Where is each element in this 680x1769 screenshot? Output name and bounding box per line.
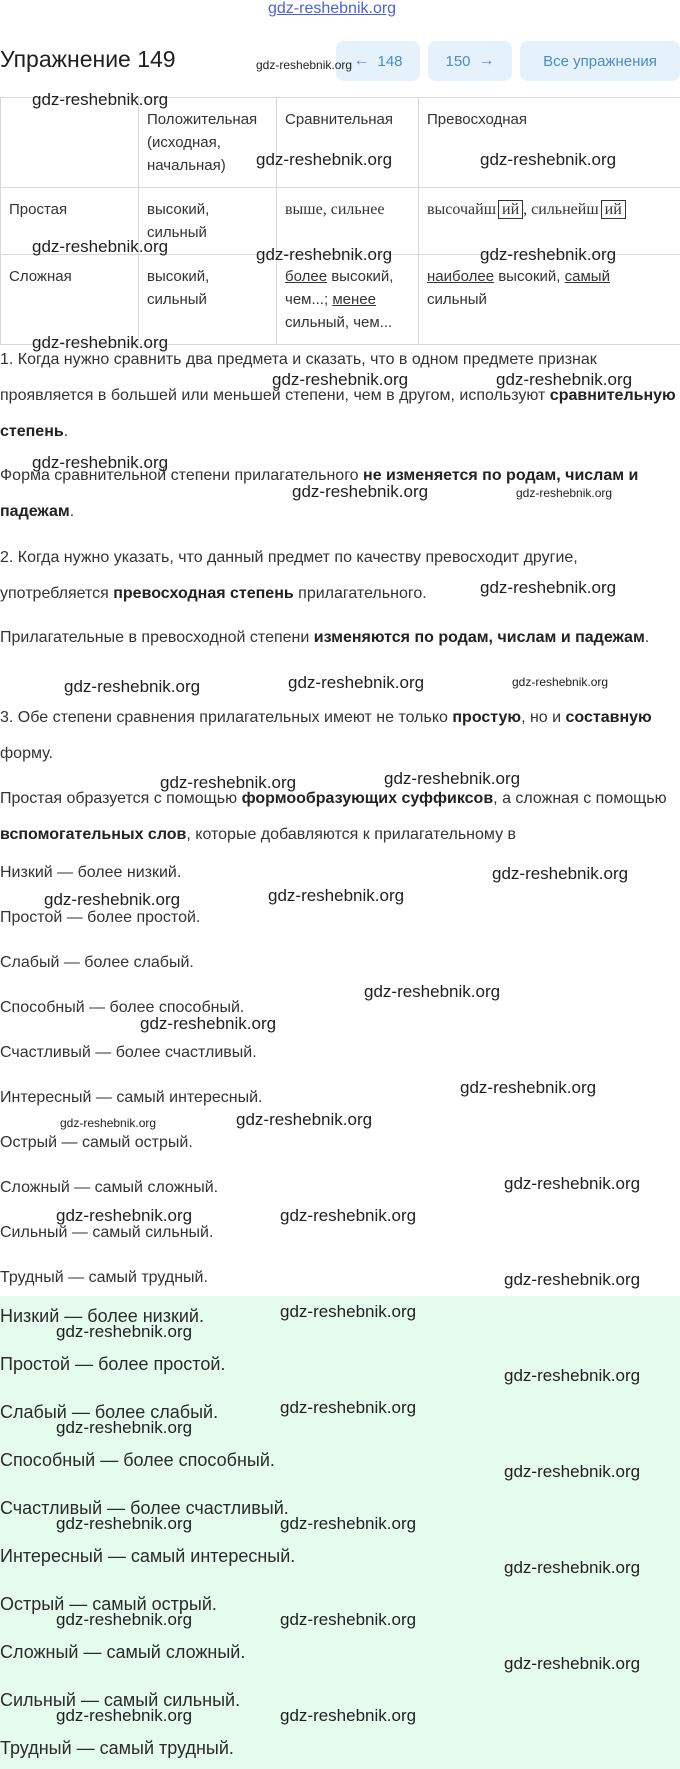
watermark: gdz-reshebnik.org bbox=[44, 890, 181, 909]
answer-item: Острый — самый острый. bbox=[0, 1594, 217, 1614]
positive-cell: высокий, сильный bbox=[139, 255, 277, 345]
watermark: gdz-reshebnik.org bbox=[504, 1558, 641, 1577]
watermark: gdz-reshebnik.org bbox=[504, 1366, 641, 1385]
table-header-row bbox=[1, 98, 680, 188]
answer-item: Сложный — самый сложный. bbox=[0, 1642, 246, 1662]
watermark: gdz-reshebnik.org bbox=[504, 1654, 641, 1673]
watermark: gdz-reshebnik.org bbox=[512, 675, 609, 689]
answer-item: Сильный — самый сильный. bbox=[0, 1690, 241, 1710]
watermark: gdz-reshebnik.org bbox=[160, 773, 297, 792]
watermark: gdz-reshebnik.org bbox=[32, 90, 169, 109]
superlative-cell: высочайш ий , сильнейш ий bbox=[419, 188, 680, 255]
watermark: gdz-reshebnik.org bbox=[280, 1514, 417, 1533]
list-item: Сильный — самый сильный. bbox=[0, 1224, 214, 1241]
comparative-cell: выше, сильнее bbox=[277, 188, 419, 255]
paragraph-2: Форма сравнительной степени прилагательного не изменяется по родам, числам и падежам. bbox=[0, 467, 639, 520]
paragraph-1: 1. Когда нужно сравнить два предмета и сказать, что в одном предмете признак проявляется в большей или меньшей степени, чем в другом, используют сравнительную степень. bbox=[0, 351, 676, 440]
watermark: gdz-reshebnik.org bbox=[280, 1206, 417, 1225]
watermark: gdz-reshebnik.org bbox=[32, 333, 169, 352]
superlative-cell: наиболее высокий, самый сильный bbox=[419, 255, 680, 345]
watermark: gdz-reshebnik.org bbox=[272, 370, 409, 389]
watermark: gdz-reshebnik.org bbox=[504, 1270, 641, 1289]
table-row bbox=[1, 255, 680, 345]
paragraph-3: 2. Когда нужно указать, что данный предмет по качеству превосходит другие, употребляется превосходная степень прилагательного. bbox=[0, 549, 578, 602]
list-item: Счастливый — более счастливый. bbox=[0, 1044, 257, 1061]
watermark: gdz-reshebnik.org bbox=[60, 1116, 157, 1130]
table-header-cell: Превосходная bbox=[419, 98, 680, 188]
watermark: gdz-reshebnik.org bbox=[56, 1322, 193, 1341]
suffix-box: ий bbox=[498, 200, 523, 219]
comparative-cell: более высокий, чем...; менее сильный, чем... bbox=[277, 255, 419, 345]
next-exercise-button[interactable] bbox=[428, 41, 512, 81]
watermark: gdz-reshebnik.org bbox=[364, 982, 501, 1001]
watermark: gdz-reshebnik.org bbox=[56, 1514, 193, 1533]
list-item: Слабый — более слабый. bbox=[0, 954, 194, 971]
watermark: gdz-reshebnik.org bbox=[288, 673, 425, 692]
watermark: gdz-reshebnik.org bbox=[56, 1206, 193, 1225]
watermark: gdz-reshebnik.org bbox=[64, 677, 201, 696]
list-item: Острый — самый острый. bbox=[0, 1134, 193, 1151]
watermark: gdz-reshebnik.org bbox=[256, 58, 353, 72]
answer-item: Простой — более простой. bbox=[0, 1354, 226, 1374]
watermark: gdz-reshebnik.org bbox=[256, 245, 393, 264]
next-exercise-label: 150 bbox=[445, 52, 471, 70]
suffix-box: ий bbox=[601, 200, 626, 219]
watermark: gdz-reshebnik.org bbox=[460, 1078, 597, 1097]
paragraph-5: 3. Обе степени сравнения прилагательных имеют не только простую, но и составную форму. bbox=[0, 709, 652, 762]
list-item: Сложный — самый сложный. bbox=[0, 1179, 219, 1196]
page-title: Упражнение 149 bbox=[0, 46, 176, 72]
degrees-table bbox=[0, 97, 680, 345]
all-exercises-label: Все упражнения bbox=[543, 52, 657, 70]
list-item: Способный — более способный. bbox=[0, 999, 245, 1016]
watermark: gdz-reshebnik.org bbox=[56, 1610, 193, 1629]
watermark: gdz-reshebnik.org bbox=[496, 370, 633, 389]
watermark: gdz-reshebnik.org bbox=[480, 150, 617, 169]
watermark: gdz-reshebnik.org bbox=[32, 237, 169, 256]
list-item: Трудный — самый трудный. bbox=[0, 1269, 208, 1286]
arrow-left-icon: ← bbox=[353, 52, 370, 69]
answer-item: Слабый — более слабый. bbox=[0, 1402, 219, 1422]
watermark: gdz-reshebnik.org bbox=[504, 1462, 641, 1481]
table-header-cell bbox=[1, 98, 139, 188]
watermark: gdz-reshebnik.org bbox=[56, 1418, 193, 1437]
list-item: Низкий — более низкий. bbox=[0, 864, 182, 881]
positive-cell: высокий, сильный bbox=[139, 188, 277, 255]
answer-item: Счастливый — более счастливый. bbox=[0, 1498, 289, 1518]
watermark: gdz-reshebnik.org bbox=[480, 245, 617, 264]
answer-item: Трудный — самый трудный. bbox=[0, 1738, 234, 1758]
paragraph-6: Простая образуется с помощью формообразующих суффиксов, а сложная с помощью вспомогательных слов, которые добавляются к прилагательному в bbox=[0, 790, 667, 843]
answer-item: Интересный — самый интересный. bbox=[0, 1546, 296, 1566]
watermark: gdz-reshebnik.org bbox=[480, 578, 617, 597]
site-link[interactable]: gdz-reshebnik.org bbox=[268, 0, 397, 17]
row-label: Простая bbox=[1, 188, 139, 255]
watermark: gdz-reshebnik.org bbox=[280, 1302, 417, 1321]
watermark: gdz-reshebnik.org bbox=[140, 1014, 277, 1033]
watermark: gdz-reshebnik.org bbox=[32, 453, 169, 472]
watermark: gdz-reshebnik.org bbox=[504, 1174, 641, 1193]
all-exercises-button[interactable] bbox=[520, 41, 680, 81]
watermark: gdz-reshebnik.org bbox=[56, 1706, 193, 1725]
watermark: gdz-reshebnik.org bbox=[256, 150, 393, 169]
answer-item: Низкий — более низкий. bbox=[0, 1306, 204, 1326]
table-header-cell: Положительная (исходная, начальная) bbox=[139, 98, 277, 188]
watermark: gdz-reshebnik.org bbox=[292, 482, 429, 501]
watermark: gdz-reshebnik.org bbox=[280, 1610, 417, 1629]
row-label: Сложная bbox=[1, 255, 139, 345]
list-item: Простой — более простой. bbox=[0, 909, 201, 926]
watermark: gdz-reshebnik.org bbox=[280, 1706, 417, 1725]
watermark: gdz-reshebnik.org bbox=[280, 1398, 417, 1417]
watermark: gdz-reshebnik.org bbox=[236, 1110, 373, 1129]
prev-exercise-label: 148 bbox=[377, 52, 403, 70]
table-header-cell: Сравнительная bbox=[277, 98, 419, 188]
paragraph-4: Прилагательные в превосходной степени изменяются по родам, числам и падежам. bbox=[0, 629, 650, 646]
answer-item: Способный — более способный. bbox=[0, 1450, 275, 1470]
watermark: gdz-reshebnik.org bbox=[516, 486, 613, 500]
watermark: gdz-reshebnik.org bbox=[492, 864, 629, 883]
arrow-right-icon: → bbox=[478, 52, 495, 69]
list-item: Интересный — самый интересный. bbox=[0, 1089, 263, 1106]
watermark: gdz-reshebnik.org bbox=[268, 886, 405, 905]
watermark: gdz-reshebnik.org bbox=[384, 769, 521, 788]
